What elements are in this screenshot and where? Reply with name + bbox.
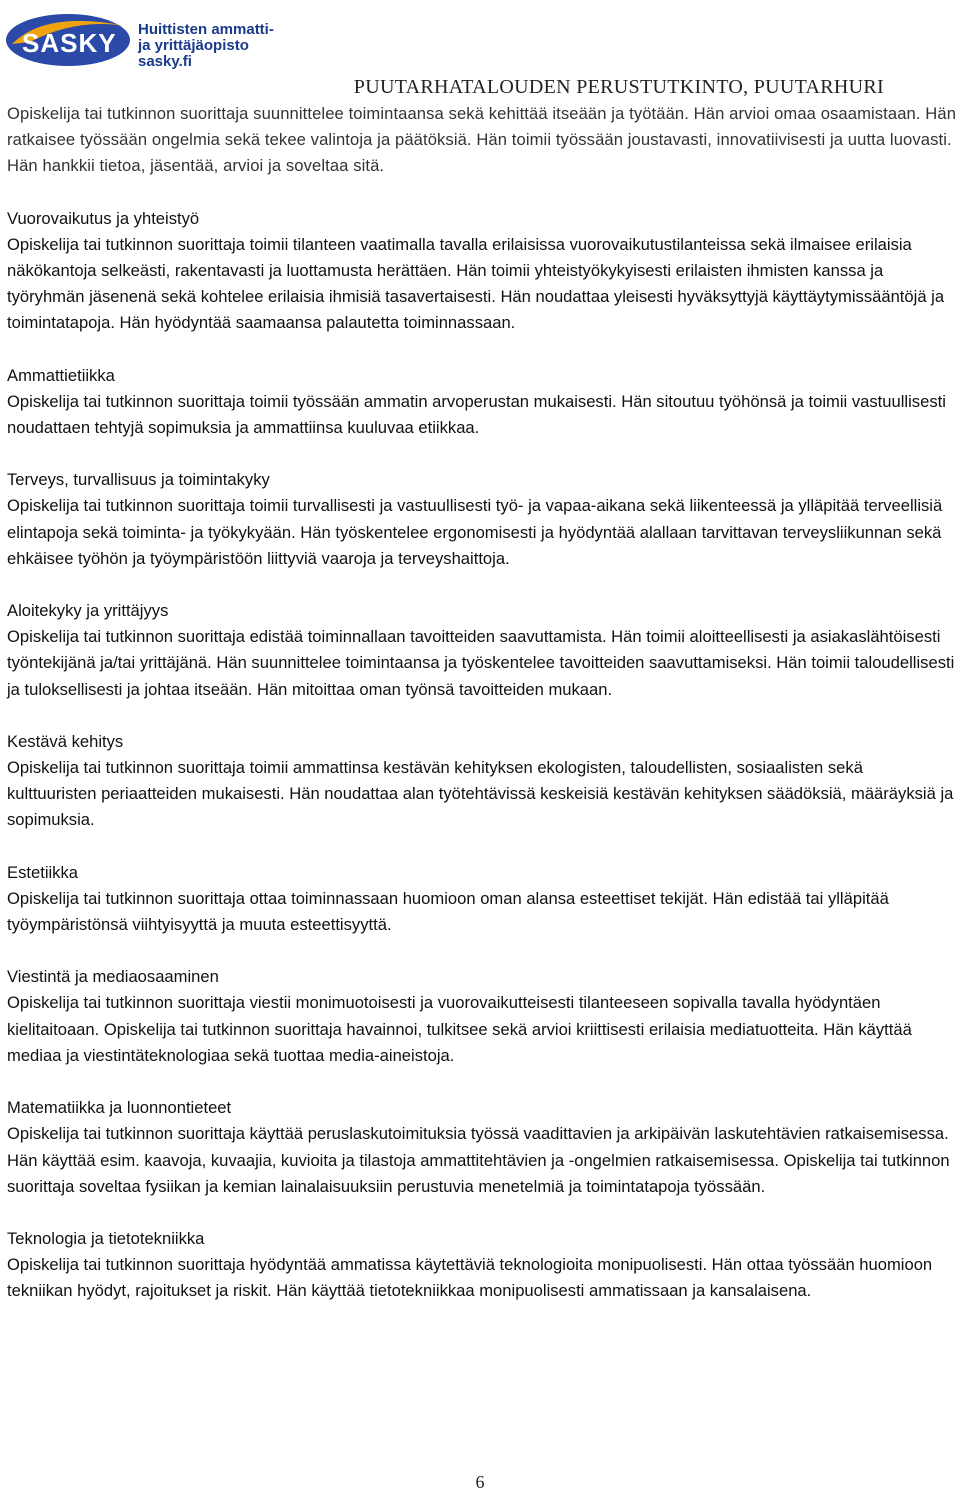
section-heading: Matematiikka ja luonnontieteet <box>7 1098 232 1118</box>
intro-paragraph: Opiskelija tai tutkinnon suorittaja suunnittelee toimintaansa sekä kehittää itseään ja työtään. Hän arvioi omaa osaamistaan. Hän ratkaisee työssään ongelmia sekä tekee valintoja ja päätöksiä. Hän toimii työssään joustavasti, innovatiivisesti ja uutta luovasti. Hän hankkii tietoa, jäsentää, arvioi ja soveltaa sitä. <box>7 104 957 176</box>
page-number: 6 <box>475 1472 485 1492</box>
section-heading: Teknologia ja tietotekniikka <box>7 1228 205 1248</box>
section-text: Opiskelija tai tutkinnon suorittaja toimii tilanteen vaatimalla tavalla erilaisissa vuorovaikutustilanteissa sekä ilmaisee erilaisia näkökantoja selkeästi, rakentavasti ja luottamusta herättäen. Hän toimii yhteistyökykyisesti erilaisten ihmisten kanssa ja työryhmän jäsenenä sekä kohtelee erilaisia ihmisiä tasavertaisesti. Hän noudattaa yleisesti hyväksyttyjä käyttäytymissääntöjä ja toimintatapoja. Hän hyödyntää saamaansa palautetta toiminnassaan. <box>7 234 945 333</box>
section-viestinta <box>7 964 957 1069</box>
logo-line-3: sasky.fi <box>138 53 192 70</box>
logo-brand: SASKY <box>22 28 117 58</box>
section-heading: Aloitekyky ja yrittäjyys <box>7 601 169 621</box>
section-heading: Vuorovaikutus ja yhteistyö <box>7 208 200 228</box>
section-text: Opiskelija tai tutkinnon suorittaja toimii työssään ammatin arvoperustan mukaisesti. Hän sitoutuu työhönsä ja toimii vastuullisesti noudattaen tehtyjä sopimuksia ja ammattiinsa kuuluvaa etiikkaa. <box>7 391 946 438</box>
document-body <box>7 101 957 1331</box>
logo-text <box>138 22 274 70</box>
section-terveys <box>7 467 957 572</box>
section-heading: Estetiikka <box>7 862 79 882</box>
section-aloitekyky <box>7 598 957 703</box>
logo-line-2: ja yrittäjäopisto <box>138 37 249 54</box>
section-text: Opiskelija tai tutkinnon suorittaja toimii ammattinsa kestävän kehityksen ekologisten, taloudellisten, sosiaalisten sekä kulttuuristen periaatteiden mukaisesti. Hän noudattaa alan työtehtävissä keskeisiä kestävän kehityksen säädöksiä, määräyksiä ja sopimuksia. <box>7 758 954 830</box>
section-estetiikka <box>7 860 957 939</box>
section-teknologia <box>7 1226 957 1305</box>
section-text: Opiskelija tai tutkinnon suorittaja edistää toiminnallaan tavoitteiden saavuttamista. Hän toimii aloitteellisesti ja asiakaslähtöisesti työntekijänä ja/tai yrittäjänä. Hän suunnittelee toimintaansa ja työskentelee tavoitteiden saavuttamiseksi. Hän toimii taloudellisesti ja tuloksellisesti ja johtaa itseään. Hän mitoittaa oman työnsä tavoitteiden mukaan. <box>7 627 955 699</box>
sasky-logo <box>6 4 274 70</box>
section-text: Opiskelija tai tutkinnon suorittaja käyttää peruslaskutoimituksia työssä vaadittavien ja arkipäivän laskutehtävien ratkaisemisessa. Hän käyttää esim. kaavoja, kuvaajia, kuvioita ja tilastoja ammattitehtävien ja -ongelmien ratkaisemisessa. Opiskelija tai tutkinnon suorittaja soveltaa fysiikan ja kemian lainalaisuuksiin perustuvia menetelmiä ja toimintatapoja työssään. <box>7 1124 950 1196</box>
section-heading: Viestintä ja mediaosaaminen <box>7 967 219 987</box>
section-text: Opiskelija tai tutkinnon suorittaja hyödyntää ammatissa käytettäviä teknologioita monipuolisesti. Hän ottaa työssään huomioon tekniikan hyödyt, rajoitukset ja riskit. Hän käyttää tietotekniikkaa monipuolisesti ammatissaan ja kansalaisena. <box>7 1255 933 1301</box>
section-heading: Kestävä kehitys <box>7 731 124 751</box>
section-matematiikka <box>7 1095 957 1200</box>
section-heading: Terveys, turvallisuus ja toimintakyky <box>7 470 270 490</box>
section-heading: Ammattietiikka <box>7 365 115 385</box>
section-ammattietiikka <box>7 363 957 442</box>
document-title: PUUTARHATALOUDEN PERUSTUTKINTO, PUUTARHURI <box>353 76 884 98</box>
section-vuorovaikutus <box>7 206 957 337</box>
section-text: Opiskelija tai tutkinnon suorittaja ottaa toiminnassaan huomioon oman alansa esteettiset tekijät. Hän edistää tai ylläpitää työympäristönsä viihtyisyyttä ja muuta esteettisyyttä. <box>7 888 889 935</box>
logo-line-1: Huittisten ammatti- <box>138 21 274 38</box>
section-text: Opiskelija tai tutkinnon suorittaja toimii turvallisesti ja vastuullisesti työ- ja vapaa-aikana sekä liikenteessä ja ylläpitää terveellisiä elintapoja sekä toiminta- ja työkykyään. Hän työskentelee ergonomisesti ja hyödyntää alallaan tarvittavan terveysliikunnan sekä ehkäisee työhön ja työympäristöön liittyviä vaaroja ja terveyshaittoja. <box>7 496 943 568</box>
section-text: Opiskelija tai tutkinnon suorittaja viestii monimuotoisesti ja vuorovaikutteisesti tilanteeseen sopivalla tavalla hyödyntäen kielitaitoaan. Opiskelija tai tutkinnon suorittaja havainnoi, tulkitsee sekä arvioi kriittisesti erilaisia mediatuotteita. Hän käyttää mediaa ja viestintäteknologiaa sekä tuottaa media-aineistoja. <box>7 993 912 1065</box>
section-kestava-kehitys <box>7 729 957 834</box>
